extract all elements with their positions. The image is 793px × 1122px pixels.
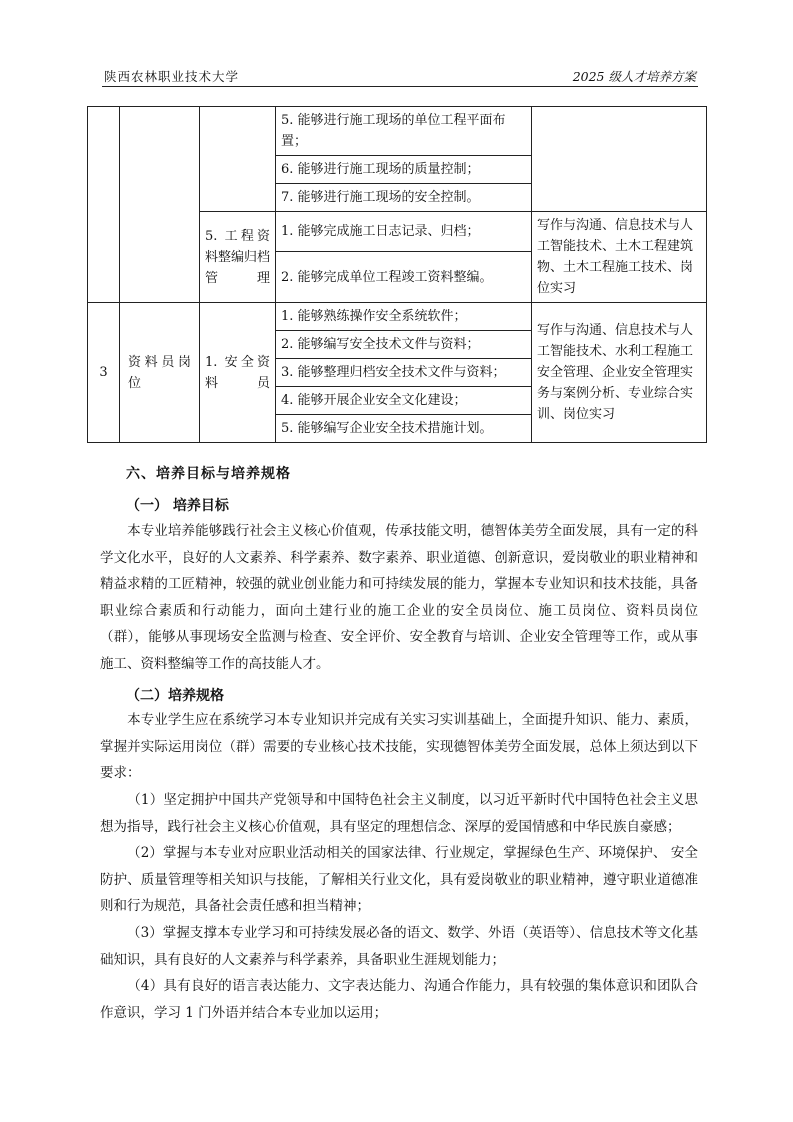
ability-cell: 1. 能够完成施工日志记录、归档；: [276, 212, 532, 252]
ability-cell: 7. 能够进行施工现场的安全控制。: [276, 184, 532, 212]
spec-item: [100, 920, 698, 973]
spec-intro-paragraph: [100, 707, 698, 787]
spec-item: [100, 973, 698, 1026]
sub-post-cell: 5. 工程资料整编归档管理: [200, 212, 276, 303]
page-header: [102, 66, 698, 87]
ability-cell: 1. 能够熟练操作安全系统软件；: [276, 303, 532, 331]
table-row: [88, 303, 707, 331]
spec-item: [100, 787, 698, 840]
ability-cell: 5. 能够编写企业安全技术措施计划。: [276, 415, 532, 443]
table-row: [88, 107, 707, 156]
spec-item-text: （3）掌握支撑本专业学习和可持续发展必备的语文、数学、外语（英语等）、信息技术等文化基础知识，具有良好的人文素养与科学素养，具备职业生涯规划能力；: [100, 925, 698, 968]
post-ability-table: [87, 106, 707, 443]
row-number-cell: 3: [88, 303, 120, 443]
spec-intro-text: 本专业学生应在系统学习本专业知识并完成有关实习实训基础上，全面提升知识、能力、素质，掌握并实际运用岗位（群）需要的专业核心技术技能，实现德智体美劳全面发展，总体上须达到以下要求：: [100, 712, 698, 781]
ability-cell: 5. 能够进行施工现场的单位工程平面布置；: [276, 107, 532, 156]
goal-heading: （一） 培养目标: [126, 498, 229, 514]
table-cell-empty: [532, 107, 707, 212]
table-cell-empty: [120, 107, 200, 303]
header-doc-title: 2025 级人才培养方案: [572, 69, 696, 84]
course-cell: 写作与沟通、信息技术与人工智能技术、水利工程施工安全管理、企业安全管理实务与案例分析、专业综合实训、岗位实习: [532, 303, 707, 443]
post-cell: 资料员岗位: [120, 303, 200, 443]
spec-item: [100, 840, 698, 920]
table-cell-empty: [200, 107, 276, 212]
ability-cell: 2. 能够编写安全技术文件与资料；: [276, 331, 532, 359]
spec-item-text: （1）坚定拥护中国共产党领导和中国特色社会主义制度，以习近平新时代中国特色社会主义思想为指导，践行社会主义核心价值观，具有坚定的理想信念、深厚的爱国情感和中华民族自豪感；: [100, 792, 698, 835]
header-school-name: 陕西农林职业技术大学: [104, 69, 240, 84]
goal-paragraph: [100, 518, 698, 677]
ability-cell: 4. 能够开展企业安全文化建设；: [276, 387, 532, 415]
ability-cell: 2. 能够完成单位工程竣工资料整编。: [276, 252, 532, 303]
sub-post-cell: 1. 安全资料员: [200, 303, 276, 443]
course-cell: 写作与沟通、信息技术与人工智能技术、土木工程建筑物、土木工程施工技术、岗位实习: [532, 212, 707, 303]
goal-text: 本专业培养能够践行社会主义核心价值观，传承技能文明，德智体美劳全面发展，具有一定的科学文化水平，良好的人文素养、科学素养、数字素养、职业道德、创新意识，爱岗敬业的职业精神和精益求精的工匠精神，较强的就业创业能力和可持续发展的能力，掌握本专业知识和技术技能，具备职业综合素质和行动能力，面向土建行业的施工企业的安全员岗位、施工员岗位、资料员岗位（群），能够从事现场安全监测与检查、安全评价、安全教育与培训、企业安全管理等工作，或从事施工、资料整编等工作的高技能人才。: [100, 523, 698, 672]
spec-item-text: （2）掌握与本专业对应职业活动相关的国家法律、行业规定，掌握绿色生产、环境保护、 安全防护、质量管理等相关知识与技能，了解相关行业文化，具有爱岗敬业的职业精神，遵守职业道德准则和行为规范，具备社会责任感和担当精神；: [100, 845, 698, 914]
spec-heading: （二）培养规格: [126, 688, 224, 704]
spec-item-text: （4）具有良好的语言表达能力、文字表达能力、沟通合作能力，具有较强的集体意识和团队合作意识，学习 1 门外语并结合本专业加以运用；: [100, 978, 698, 1021]
ability-cell: 3. 能够整理归档安全技术文件与资料；: [276, 359, 532, 387]
section-title: 六、培养目标与培养规格: [126, 466, 291, 482]
ability-cell: 6. 能够进行施工现场的质量控制；: [276, 156, 532, 184]
table-cell-empty: [88, 107, 120, 303]
